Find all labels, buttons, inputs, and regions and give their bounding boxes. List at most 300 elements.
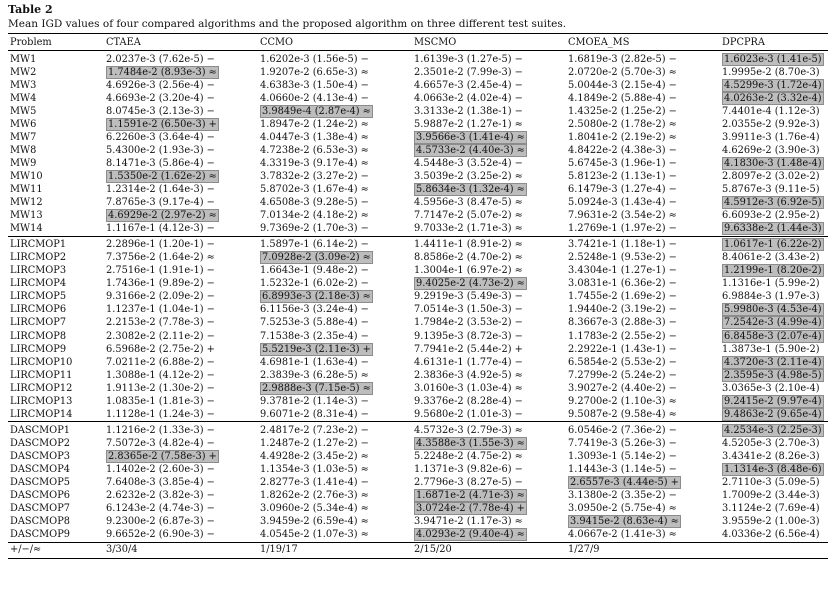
igd-value-cell: 1.1443e-3 (1.14e-5) − — [568, 463, 677, 475]
igd-value-cell: 6.1479e-3 (1.27e-4) − — [568, 183, 677, 195]
problem-name-cell: LIRCMOP4 — [10, 278, 67, 290]
igd-value-cell: 2.0355e-2 (9.92e-3) — [722, 118, 820, 130]
igd-value-cell: 7.6408e-3 (3.85e-4) − — [106, 477, 215, 489]
table-row — [8, 183, 828, 196]
table-row — [8, 92, 828, 105]
igd-value-cell — [720, 157, 828, 170]
igd-value-cell: 1.9207e-2 (6.65e-3) ≈ — [260, 66, 369, 78]
igd-value-cell — [412, 529, 566, 543]
igd-value-cell: 2.8277e-3 (1.41e-4) − — [260, 477, 369, 489]
igd-value-cell: 1.2487e-2 (1.27e-2) − — [260, 437, 369, 449]
igd-value-cell: 1.3873e-1 (5.90e-2) — [722, 343, 820, 355]
igd-value-cell: 2.0237e-3 (7.62e-5) − — [104, 51, 258, 67]
igd-value-cell: 9.7033e-2 (1.71e-3) ≈ — [414, 223, 523, 235]
igd-value-cell: 5.6745e-3 (1.96e-1) − — [568, 157, 677, 169]
best-value-highlight: 3.9849e-4 (2.87e-4) ≈ — [262, 105, 371, 117]
best-value-highlight: 7.2542e-3 (4.99e-4) — [724, 317, 822, 329]
igd-value-cell: 9.5680e-2 (1.01e-3) − — [414, 408, 523, 420]
igd-value-cell: 6.5968e-2 (2.75e-2) + — [106, 343, 215, 355]
igd-value-cell: 8.4061e-2 (3.43e-2) — [722, 252, 820, 264]
igd-value-cell: 2.8097e-2 (3.02e-2) — [722, 170, 820, 182]
igd-value-cell: 2.7110e-3 (5.09e-5) — [722, 477, 820, 489]
best-value-highlight: 6.8458e-3 (2.07e-4) — [724, 330, 822, 342]
igd-value-cell: 3.0160e-3 (1.03e-4) ≈ — [414, 382, 523, 394]
best-value-highlight: 4.3720e-3 (2.11e-4) — [724, 356, 822, 368]
best-value-highlight: 1.1314e-3 (8.48e-6) — [724, 463, 822, 475]
best-value-highlight: 3.9566e-3 (1.41e-4) ≈ — [416, 131, 525, 143]
table-row — [8, 252, 828, 265]
igd-value-cell: 4.0660e-2 (4.13e-4) − — [260, 92, 369, 104]
table-row — [8, 51, 828, 67]
table-row — [8, 529, 828, 543]
igd-value-cell: 4.6131e-1 (1.77e-4) − — [414, 356, 523, 368]
problem-name-cell: DASCMOP6 — [10, 490, 71, 502]
table-row — [8, 291, 828, 304]
igd-value-cell: 3.7421e-1 (1.18e-1) − — [566, 236, 720, 252]
problem-name-cell: DASCMOP1 — [8, 422, 104, 438]
summary-row — [8, 542, 828, 558]
igd-value-cell: 7.9631e-2 (3.54e-2) ≈ — [568, 210, 677, 222]
igd-value-cell: 7.8765e-3 (9.17e-4) − — [106, 197, 215, 209]
problem-name-cell: LIRCMOP3 — [10, 265, 67, 277]
best-value-highlight: 4.0263e-2 (3.32e-4) — [724, 92, 822, 104]
problem-name-cell: MW12 — [10, 197, 43, 209]
igd-value-cell — [104, 170, 258, 183]
igd-value-cell: 1.1128e-1 (1.24e-3) − — [106, 408, 215, 420]
problem-name-cell: LIRCMOP11 — [10, 369, 73, 381]
table-row — [8, 105, 828, 118]
igd-value-cell: 4.0663e-2 (4.02e-4) − — [414, 92, 523, 104]
table-caption-text: Mean IGD values of four compared algorithms and the proposed algorithm on three different test suites. — [8, 18, 567, 30]
igd-value-cell: 3.9027e-2 (4.40e-2) − — [568, 382, 677, 394]
table-row — [8, 382, 828, 395]
igd-value-cell — [720, 223, 828, 237]
best-value-highlight: 6.8993e-3 (2.18e-3) ≈ — [262, 291, 371, 303]
problem-name-cell: LIRCMOP13 — [10, 395, 73, 407]
igd-value-cell: 3.5039e-2 (3.25e-2) ≈ — [414, 170, 523, 182]
igd-value-cell: 1.1216e-2 (1.33e-3) − — [104, 422, 258, 438]
igd-value-cell: 5.8702e-3 (1.67e-4) ≈ — [260, 183, 369, 195]
igd-value-cell — [720, 236, 828, 252]
col-header-cmoea-ms: CMOEA_MS — [566, 34, 720, 51]
col-header-mscmo: MSCMO — [412, 34, 566, 51]
table-row — [8, 450, 828, 463]
best-value-highlight: 1.0617e-1 (6.22e-2) — [724, 239, 822, 251]
igd-value-cell — [104, 450, 258, 463]
table-row — [8, 170, 828, 183]
igd-value-cell: 1.3093e-1 (5.14e-2) − — [568, 450, 677, 462]
table-row — [8, 223, 828, 237]
igd-value-cell: 9.1395e-3 (8.72e-3) − — [414, 330, 523, 342]
igd-value-cell: 1.1371e-3 (9.82e-6) − — [414, 463, 523, 475]
igd-value-cell: 7.5072e-3 (4.82e-4) − — [106, 437, 215, 449]
igd-value-cell: 1.8262e-2 (2.76e-3) ≈ — [260, 490, 369, 502]
igd-value-cell: 6.2260e-3 (3.64e-4) − — [106, 131, 215, 143]
best-value-highlight: 4.2534e-3 (2.25e-3) — [724, 424, 822, 436]
problem-name-cell: MW1 — [8, 51, 104, 67]
table-row — [8, 395, 828, 408]
table-row — [8, 118, 828, 131]
igd-value-cell — [720, 330, 828, 343]
igd-value-cell: 2.2922e-1 (1.43e-1) − — [568, 343, 677, 355]
table-row — [8, 278, 828, 291]
problem-name-cell: LIRCMOP1 — [8, 236, 104, 252]
igd-value-cell: 9.3166e-2 (2.09e-2) − — [106, 291, 215, 303]
igd-value-cell: 8.1471e-3 (5.86e-4) − — [106, 157, 215, 169]
table-label: Table 2 — [8, 3, 53, 16]
best-value-highlight: 1.5350e-2 (1.62e-2) ≈ — [108, 170, 217, 182]
igd-value-cell: 8.0745e-3 (2.13e-3) − — [106, 105, 215, 117]
best-value-highlight: 4.3588e-3 (1.55e-3) ≈ — [416, 437, 525, 449]
igd-value-cell: 4.6693e-2 (3.20e-4) − — [106, 92, 215, 104]
igd-value-cell: 4.0447e-3 (1.38e-4) ≈ — [260, 131, 369, 143]
igd-value-cell: 1.3088e-1 (4.12e-2) − — [106, 369, 215, 381]
igd-value-cell — [720, 369, 828, 382]
igd-value-cell: 1.7984e-2 (3.53e-2) − — [414, 317, 523, 329]
igd-value-cell: 2.3836e-3 (4.92e-5) ≈ — [414, 369, 523, 381]
table-row — [8, 516, 828, 529]
best-value-highlight: 2.6557e-3 (4.44e-5) + — [570, 477, 679, 489]
igd-value-cell: 6.0546e-2 (7.36e-2) − — [566, 422, 720, 438]
problem-name-cell: MW2 — [10, 66, 37, 78]
igd-value-cell: 5.2248e-2 (4.75e-2) ≈ — [414, 450, 523, 462]
igd-value-cell: 1.3004e-1 (6.97e-2) ≈ — [414, 265, 523, 277]
problem-name-cell: LIRCMOP8 — [10, 330, 67, 342]
igd-value-cell: 3.4304e-1 (1.27e-1) − — [568, 265, 677, 277]
igd-value-cell — [104, 210, 258, 223]
best-value-highlight: 9.4025e-2 (4.73e-2) ≈ — [416, 278, 525, 290]
igd-value-cell: 2.7796e-3 (8.27e-5) − — [414, 477, 523, 489]
igd-value-cell — [720, 422, 828, 438]
igd-value-cell: 3.7832e-2 (3.27e-2) − — [260, 170, 369, 182]
problem-name-cell: MW10 — [10, 170, 43, 182]
igd-value-cell: 8.8586e-2 (4.70e-2) ≈ — [414, 252, 523, 264]
problem-name-cell: DASCMOP3 — [10, 450, 71, 462]
igd-value-cell: 4.5205e-3 (2.70e-3) — [722, 437, 820, 449]
table-row — [8, 422, 828, 438]
best-value-highlight: 4.5912e-3 (6.92e-5) — [724, 197, 822, 209]
igd-value-cell: 4.0667e-2 (1.41e-3) ≈ — [568, 529, 677, 541]
table-caption — [8, 3, 829, 31]
problem-name-cell: MW9 — [10, 157, 37, 169]
igd-value-cell: 6.6093e-2 (2.95e-2) — [722, 210, 820, 222]
igd-value-cell: 4.5448e-3 (3.52e-4) − — [414, 157, 523, 169]
igd-value-cell: 4.8422e-2 (4.38e-3) − — [568, 144, 677, 156]
table-row — [8, 144, 828, 157]
igd-value-cell — [104, 118, 258, 131]
best-value-highlight: 9.2415e-2 (9.97e-4) — [724, 395, 822, 407]
best-value-highlight: 9.6338e-2 (1.44e-3) — [724, 223, 822, 235]
igd-value-cell: 1.2769e-1 (1.97e-2) − — [568, 223, 677, 235]
problem-name-cell: MW8 — [10, 144, 37, 156]
igd-value-cell: 4.0336e-2 (6.56e-4) — [722, 529, 820, 541]
igd-value-cell: 7.1538e-3 (2.35e-4) − — [260, 330, 369, 342]
table-row — [8, 503, 828, 516]
problem-name-cell: MW3 — [10, 79, 37, 91]
best-value-highlight: 5.5219e-3 (2.11e-3) + — [262, 343, 371, 355]
problem-name-cell: DASCMOP7 — [10, 503, 71, 515]
igd-value-cell: 7.4401e-4 (1.12e-3) — [722, 105, 820, 117]
igd-value-cell: 9.3376e-2 (8.28e-4) − — [414, 395, 523, 407]
igd-value-cell: 7.7147e-2 (5.07e-2) ≈ — [414, 210, 523, 222]
igd-value-cell: 1.1354e-3 (1.03e-5) ≈ — [260, 463, 369, 475]
best-value-highlight: 4.5299e-3 (1.72e-4) — [724, 79, 822, 91]
igd-value-cell: 2.2153e-2 (7.78e-3) − — [106, 317, 215, 329]
igd-value-cell: 7.0134e-2 (4.18e-2) ≈ — [260, 210, 369, 222]
igd-value-cell: 7.7941e-2 (5.44e-2) + — [414, 343, 523, 355]
best-value-highlight: 3.0724e-2 (7.78e-4) + — [416, 503, 525, 515]
igd-value-cell — [720, 92, 828, 105]
table-row — [8, 304, 828, 317]
igd-value-cell: 9.6652e-2 (6.90e-3) − — [106, 529, 215, 541]
best-value-highlight: 4.6929e-2 (2.97e-2) ≈ — [108, 210, 217, 222]
problem-name-cell: LIRCMOP12 — [10, 382, 73, 394]
summary-cell: 1/27/9 — [566, 542, 720, 558]
best-value-highlight: 2.9888e-3 (7.15e-5) ≈ — [262, 382, 371, 394]
igd-value-cell: 2.3082e-2 (2.11e-2) − — [106, 330, 215, 342]
igd-value-cell — [412, 437, 566, 450]
best-value-highlight: 1.2199e-1 (8.20e-2) — [724, 265, 822, 277]
igd-value-cell: 1.5232e-1 (6.02e-2) − — [260, 278, 369, 290]
igd-value-cell: 4.6981e-1 (1.63e-4) − — [260, 356, 369, 368]
igd-value-cell: 1.4325e-2 (1.25e-2) − — [568, 105, 677, 117]
igd-value-cell: 3.9471e-2 (1.17e-3) ≈ — [414, 516, 523, 528]
igd-value-cell: 3.3133e-2 (1.38e-1) − — [414, 105, 523, 117]
igd-value-cell: 2.2896e-1 (1.20e-1) − — [104, 236, 258, 252]
igd-value-cell: 2.7516e-1 (1.91e-1) − — [106, 265, 215, 277]
best-value-highlight: 5.9980e-3 (4.53e-4) — [724, 304, 822, 316]
igd-value-cell — [720, 265, 828, 278]
igd-value-cell: 5.0044e-3 (2.15e-4) − — [568, 79, 677, 91]
table-row — [8, 317, 828, 330]
table-body — [8, 51, 828, 543]
igd-value-cell: 1.5897e-1 (6.14e-2) − — [258, 236, 412, 252]
table-row — [8, 131, 828, 144]
igd-value-cell: 9.2700e-2 (1.10e-3) ≈ — [568, 395, 677, 407]
igd-value-cell: 2.4817e-2 (7.23e-2) − — [258, 422, 412, 438]
igd-value-cell — [412, 490, 566, 503]
table-row — [8, 343, 828, 356]
best-value-highlight: 1.7484e-2 (8.93e-3) ≈ — [108, 66, 217, 78]
results-table — [8, 33, 828, 559]
igd-value-cell: 2.3501e-2 (7.99e-3) − — [414, 66, 523, 78]
igd-value-cell — [720, 317, 828, 330]
igd-value-cell: 7.7419e-3 (5.26e-3) − — [568, 437, 677, 449]
igd-value-cell — [258, 105, 412, 118]
igd-value-cell: 9.6071e-2 (8.31e-4) − — [260, 408, 369, 420]
igd-value-cell: 1.1316e-1 (5.99e-2) — [722, 278, 820, 290]
igd-value-cell: 6.9884e-3 (1.97e-3) — [722, 291, 820, 303]
summary-label: +/−/≈ — [8, 542, 104, 558]
table-row — [8, 437, 828, 450]
table-row — [8, 477, 828, 490]
problem-name-cell: MW14 — [10, 223, 43, 235]
table-row — [8, 66, 828, 79]
igd-value-cell: 4.6508e-3 (9.28e-5) − — [260, 197, 369, 209]
col-header-dpcpra: DPCPRA — [720, 34, 828, 51]
table-row — [8, 463, 828, 476]
igd-value-cell: 2.5248e-1 (9.53e-2) − — [568, 252, 677, 264]
igd-value-cell — [412, 144, 566, 157]
igd-value-cell: 3.0950e-2 (5.75e-4) ≈ — [568, 503, 677, 515]
igd-value-cell: 8.3667e-3 (2.88e-3) − — [568, 317, 677, 329]
table-row — [8, 330, 828, 343]
igd-value-cell: 2.6232e-2 (3.82e-3) − — [106, 490, 215, 502]
igd-value-cell: 1.1167e-1 (4.12e-3) − — [106, 223, 215, 235]
header-row — [8, 34, 828, 51]
igd-value-cell: 1.1402e-2 (2.60e-3) − — [106, 463, 215, 475]
best-value-highlight: 3.9415e-2 (8.63e-4) ≈ — [570, 516, 679, 528]
best-value-highlight: 4.5733e-2 (4.40e-3) ≈ — [416, 144, 525, 156]
igd-value-cell: 3.0365e-3 (2.10e-4) — [722, 382, 820, 394]
igd-value-cell: 1.4411e-1 (8.91e-2) ≈ — [412, 236, 566, 252]
igd-value-cell — [720, 356, 828, 369]
igd-value-cell — [720, 304, 828, 317]
igd-value-cell — [720, 51, 828, 67]
summary-cell: 2/15/20 — [412, 542, 566, 558]
igd-value-cell: 4.6926e-3 (2.56e-4) − — [106, 79, 215, 91]
summary-cell — [720, 542, 828, 558]
problem-name-cell: MW11 — [10, 183, 43, 195]
table-row — [8, 265, 828, 278]
col-header-ccmo: CCMO — [258, 34, 412, 51]
igd-value-cell — [104, 66, 258, 79]
igd-value-cell: 3.0960e-2 (5.34e-4) ≈ — [260, 503, 369, 515]
igd-value-cell — [412, 131, 566, 144]
igd-value-cell: 1.7455e-2 (1.69e-2) − — [568, 291, 677, 303]
igd-value-cell — [258, 252, 412, 265]
igd-value-cell: 3.4341e-2 (8.26e-3) — [722, 450, 820, 462]
igd-value-cell: 6.1156e-3 (3.24e-4) − — [260, 304, 369, 316]
problem-name-cell: MW4 — [10, 92, 37, 104]
igd-value-cell: 1.9995e-2 (8.70e-3) — [722, 66, 820, 78]
problem-name-cell: MW7 — [10, 131, 37, 143]
igd-value-cell: 9.5087e-2 (9.58e-4) ≈ — [568, 408, 677, 420]
best-value-highlight: 5.8634e-3 (1.32e-4) ≈ — [416, 183, 525, 195]
igd-value-cell — [566, 477, 720, 490]
igd-value-cell: 2.3839e-3 (6.28e-5) ≈ — [260, 369, 369, 381]
igd-value-cell: 7.5253e-3 (5.88e-4) − — [260, 317, 369, 329]
igd-value-cell: 1.7009e-2 (3.44e-3) — [722, 490, 820, 502]
problem-name-cell: LIRCMOP10 — [10, 356, 73, 368]
problem-name-cell: DASCMOP8 — [10, 516, 71, 528]
best-value-highlight: 1.6023e-3 (1.41e-5) — [724, 53, 822, 65]
igd-value-cell: 3.1380e-2 (3.35e-2) − — [568, 490, 677, 502]
igd-value-cell — [258, 343, 412, 356]
igd-value-cell: 9.2919e-3 (5.49e-3) − — [414, 291, 523, 303]
igd-value-cell: 1.6202e-3 (1.56e-5) − — [258, 51, 412, 67]
igd-value-cell: 7.0514e-3 (1.50e-3) − — [414, 304, 523, 316]
igd-value-cell — [412, 278, 566, 291]
best-value-highlight: 9.4863e-2 (9.65e-4) — [724, 408, 822, 420]
igd-value-cell: 9.7369e-2 (1.70e-3) − — [260, 223, 369, 235]
igd-value-cell: 6.5854e-2 (5.53e-2) − — [568, 356, 677, 368]
igd-value-cell: 4.6269e-2 (3.90e-3) — [722, 144, 820, 156]
igd-value-cell: 3.0831e-1 (6.36e-2) − — [568, 278, 677, 290]
igd-value-cell: 4.4928e-2 (3.45e-2) ≈ — [260, 450, 369, 462]
problem-name-cell: LIRCMOP5 — [10, 291, 67, 303]
problem-name-cell: LIRCMOP7 — [10, 317, 67, 329]
igd-value-cell: 4.3319e-3 (9.17e-4) ≈ — [260, 157, 369, 169]
igd-value-cell: 2.5080e-2 (1.78e-2) ≈ — [568, 118, 677, 130]
igd-value-cell: 1.0835e-1 (1.81e-3) − — [106, 395, 215, 407]
best-value-highlight: 4.0293e-2 (9.40e-4) ≈ — [416, 529, 525, 541]
igd-value-cell — [720, 79, 828, 92]
igd-value-cell: 3.9459e-2 (6.59e-4) ≈ — [260, 516, 369, 528]
igd-value-cell: 4.6657e-3 (2.45e-4) − — [414, 79, 523, 91]
table-row — [8, 79, 828, 92]
igd-value-cell: 3.1124e-2 (7.69e-4) — [722, 503, 820, 515]
problem-name-cell: DASCMOP4 — [10, 463, 71, 475]
problem-name-cell: LIRCMOP6 — [10, 304, 67, 316]
problem-name-cell: DASCMOP5 — [10, 477, 71, 489]
problem-name-cell: LIRCMOP2 — [10, 252, 67, 264]
problem-name-cell: MW13 — [10, 210, 43, 222]
igd-value-cell: 4.7238e-2 (6.53e-3) ≈ — [260, 144, 369, 156]
table-row — [8, 157, 828, 170]
igd-value-cell: 1.1783e-2 (2.55e-2) − — [568, 330, 677, 342]
table-row — [8, 197, 828, 210]
igd-value-cell: 1.2314e-2 (1.64e-3) − — [106, 183, 215, 195]
igd-value-cell: 1.8947e-2 (1.24e-2) ≈ — [260, 118, 369, 130]
igd-value-cell: 1.9113e-2 (1.30e-2) − — [106, 382, 215, 394]
igd-value-cell: 3.9559e-2 (1.00e-3) — [722, 516, 820, 528]
igd-value-cell: 4.0545e-2 (1.07e-3) ≈ — [260, 529, 369, 541]
igd-value-cell: 4.1849e-2 (5.88e-4) − — [568, 92, 677, 104]
best-value-highlight: 7.0928e-2 (3.09e-2) ≈ — [262, 252, 371, 264]
igd-value-cell — [412, 503, 566, 516]
igd-value-cell: 4.6383e-3 (1.50e-4) − — [260, 79, 369, 91]
igd-value-cell — [720, 408, 828, 422]
igd-value-cell: 1.8041e-2 (2.19e-2) ≈ — [568, 131, 677, 143]
problem-name-cell: DASCMOP2 — [10, 437, 71, 449]
problem-name-cell: DASCMOP9 — [10, 529, 71, 541]
igd-value-cell: 2.0720e-2 (5.70e-3) ≈ — [568, 66, 677, 78]
summary-cell: 1/19/17 — [258, 542, 412, 558]
igd-value-cell: 5.8123e-2 (1.13e-1) − — [568, 170, 677, 182]
problem-name-cell: LIRCMOP9 — [10, 343, 67, 355]
table-row — [8, 369, 828, 382]
igd-value-cell: 1.6643e-1 (9.48e-2) − — [260, 265, 369, 277]
igd-value-cell: 5.0924e-3 (1.43e-4) − — [568, 197, 677, 209]
igd-value-cell: 1.1237e-1 (1.04e-1) − — [106, 304, 215, 316]
igd-value-cell: 1.6819e-3 (2.82e-5) − — [566, 51, 720, 67]
igd-value-cell — [412, 183, 566, 196]
igd-value-cell — [720, 463, 828, 476]
igd-value-cell: 7.0211e-2 (6.88e-2) − — [106, 356, 215, 368]
problem-name-cell: MW5 — [10, 105, 37, 117]
table-row — [8, 210, 828, 223]
best-value-highlight: 1.1591e-2 (6.50e-3) + — [108, 118, 217, 130]
igd-value-cell: 9.2300e-2 (6.87e-3) − — [106, 516, 215, 528]
igd-value-cell: 1.7436e-1 (9.89e-2) − — [106, 278, 215, 290]
igd-value-cell: 5.8767e-3 (9.11e-5) — [722, 183, 820, 195]
igd-value-cell: 1.6139e-3 (1.27e-5) − — [412, 51, 566, 67]
igd-value-cell: 9.3781e-2 (1.14e-3) − — [260, 395, 369, 407]
igd-value-cell: 5.9887e-2 (1.27e-1) ≈ — [414, 118, 523, 130]
igd-value-cell: 4.5956e-3 (8.47e-5) ≈ — [414, 197, 523, 209]
problem-name-cell: MW6 — [10, 118, 37, 130]
igd-value-cell: 6.1243e-2 (4.74e-3) − — [106, 503, 215, 515]
igd-value-cell: 3.9911e-3 (1.76e-4) — [722, 131, 820, 143]
col-header-ctaea: CTAEA — [104, 34, 258, 51]
igd-value-cell — [258, 382, 412, 395]
igd-value-cell — [720, 197, 828, 210]
igd-value-cell — [566, 516, 720, 529]
best-value-highlight: 1.6871e-2 (4.71e-3) ≈ — [416, 490, 525, 502]
col-header-problem: Problem — [8, 34, 104, 51]
table-row — [8, 408, 828, 422]
